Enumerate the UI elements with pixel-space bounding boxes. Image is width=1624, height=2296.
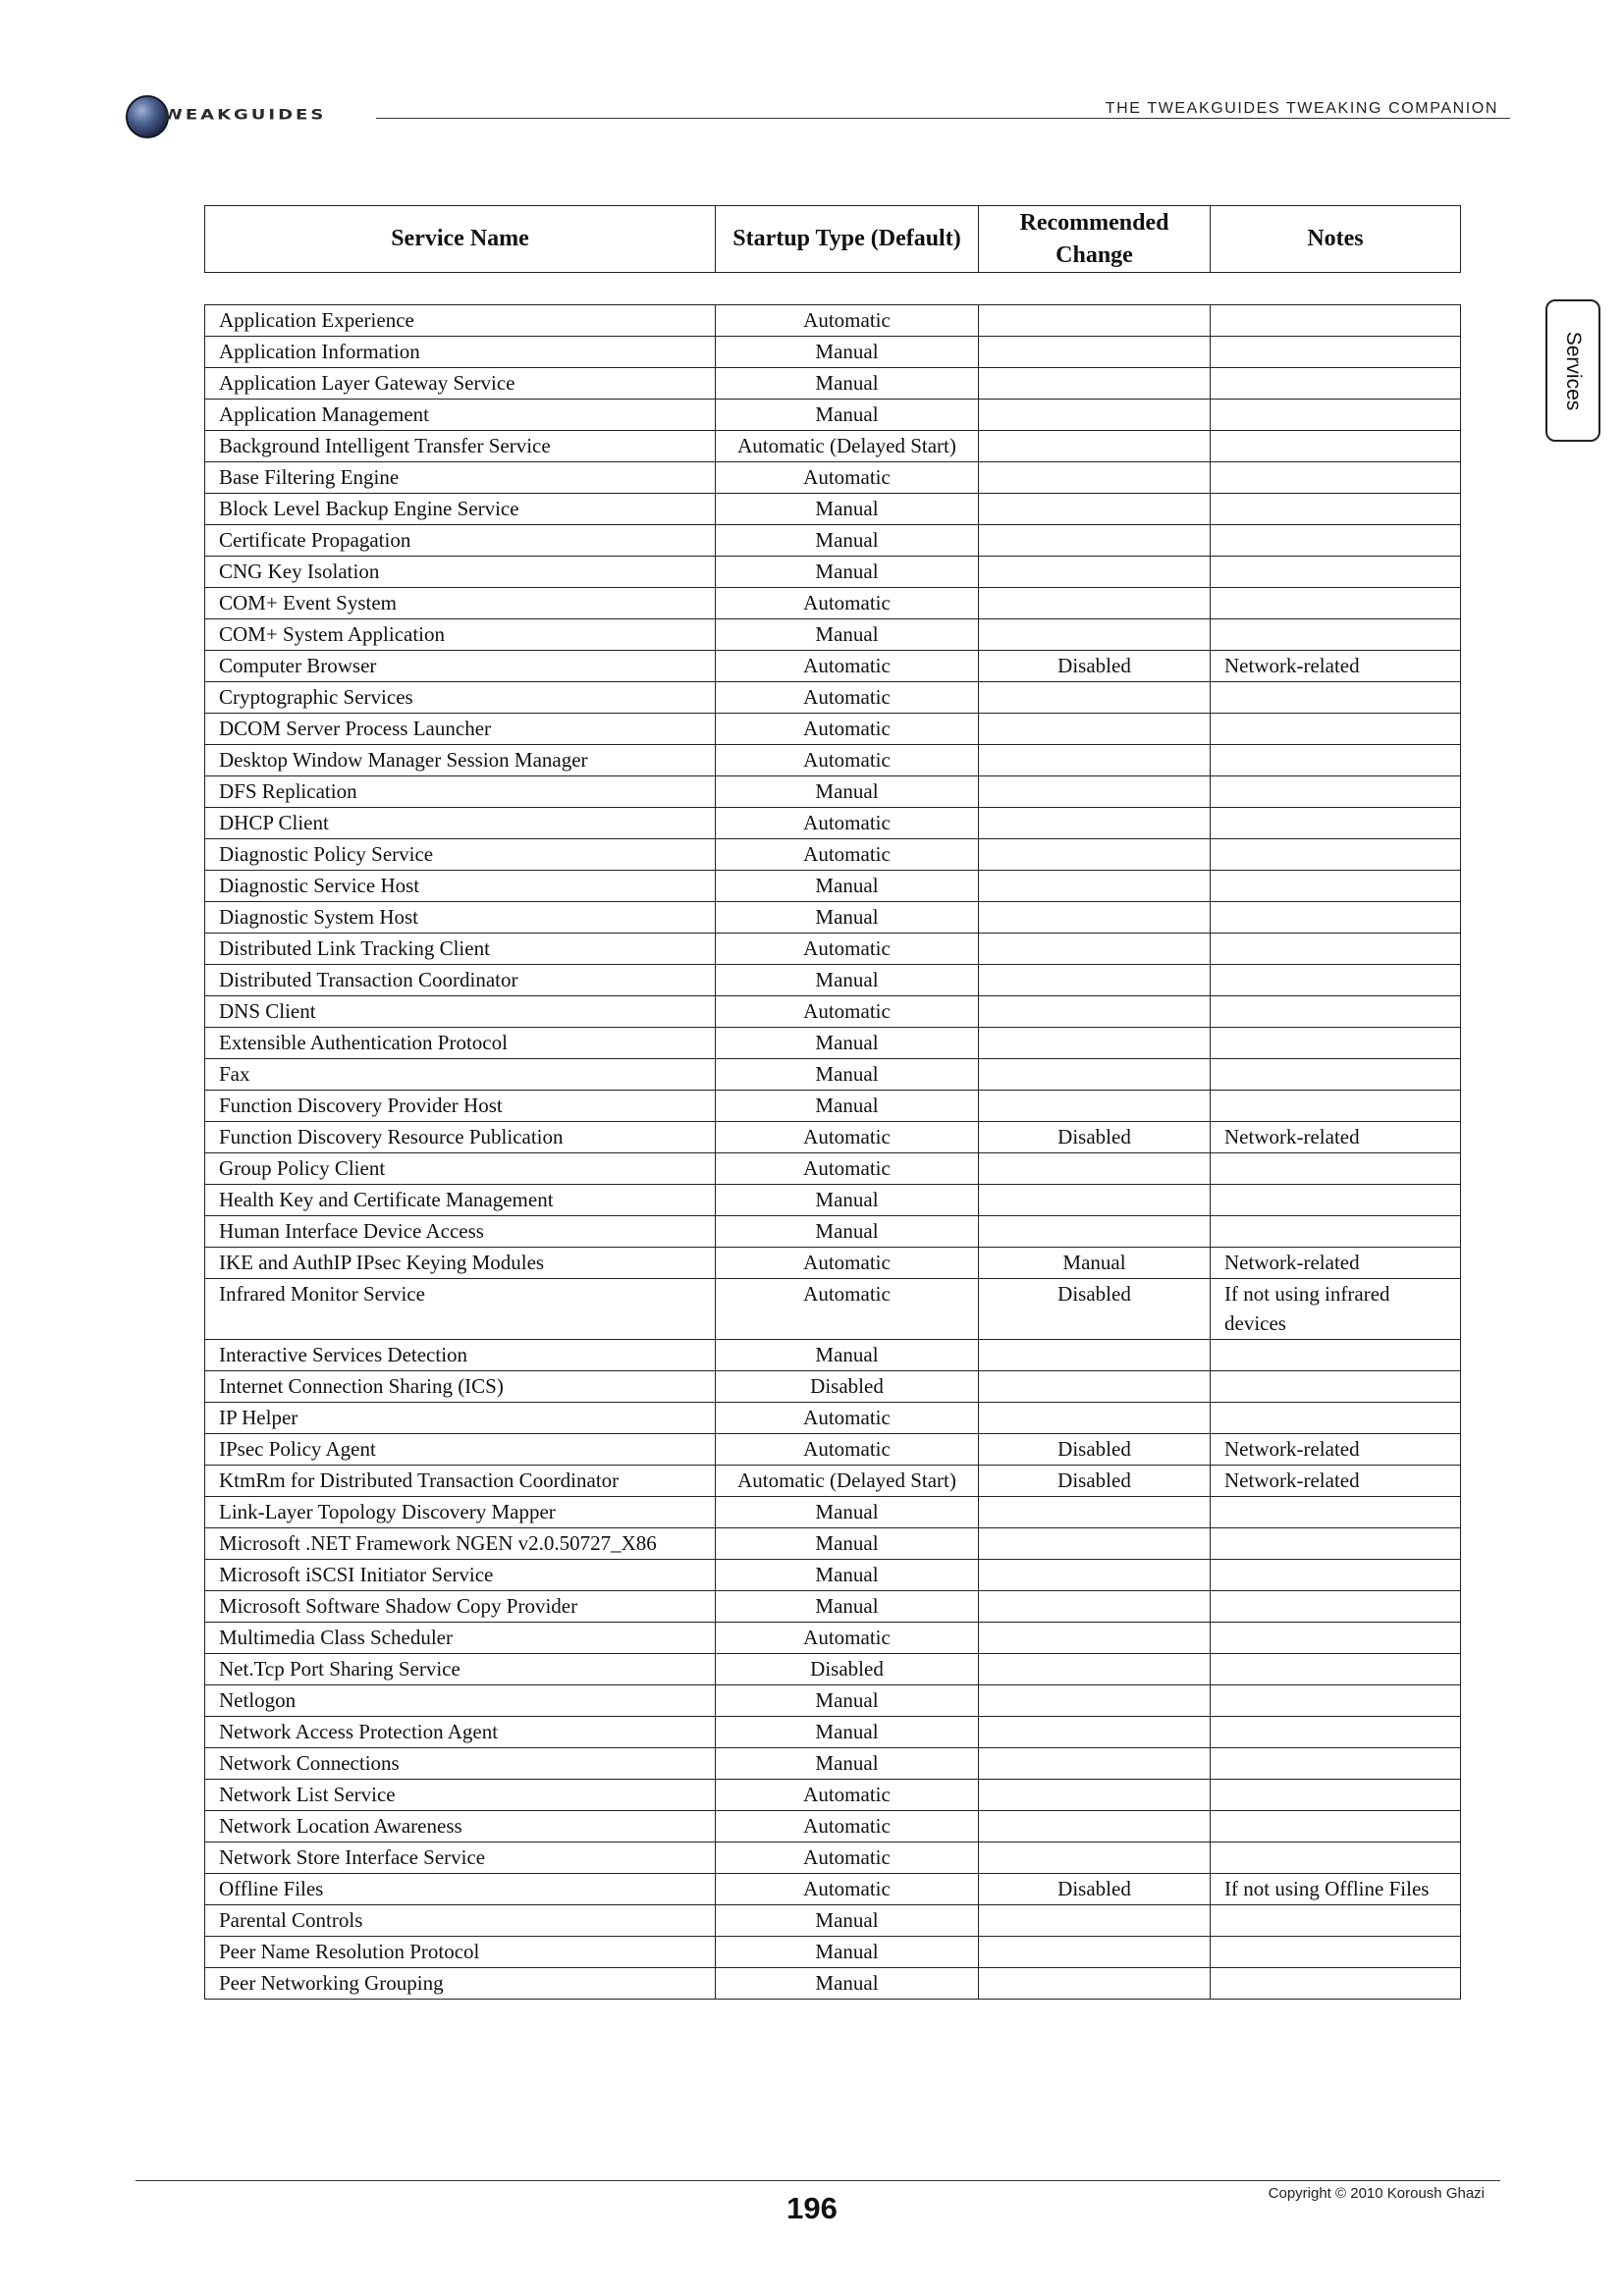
notes-cell [1211,1623,1461,1654]
notes-cell [1211,808,1461,839]
recommended-change-cell [979,525,1211,557]
startup-type-cell: Automatic [716,808,979,839]
service-name-cell: Netlogon [205,1685,716,1717]
notes-cell [1211,1528,1461,1560]
recommended-change-cell [979,1685,1211,1717]
table-row [205,1028,1461,1059]
notes-cell: If not using Offline Files [1211,1874,1461,1905]
notes-cell [1211,902,1461,934]
page-number: 196 [786,2191,838,2225]
recommended-change-cell [979,337,1211,368]
logo-text: WEAKGUIDES [163,107,327,124]
notes-cell [1211,1968,1461,2000]
table-row [205,996,1461,1028]
header-divider [376,118,1510,119]
service-name-cell: Group Policy Client [205,1153,716,1185]
startup-type-cell: Manual [716,1937,979,1968]
table-row [205,1185,1461,1216]
table-row [205,494,1461,525]
service-name-cell: Desktop Window Manager Session Manager [205,745,716,776]
startup-type-cell: Automatic [716,1279,979,1340]
startup-type-cell: Automatic [716,745,979,776]
service-name-cell: Interactive Services Detection [205,1340,716,1371]
notes-cell [1211,1905,1461,1937]
startup-type-cell: Manual [716,965,979,996]
service-name-cell: Base Filtering Engine [205,462,716,494]
notes-cell [1211,525,1461,557]
recommended-change-cell [979,1560,1211,1591]
startup-type-cell: Manual [716,1591,979,1623]
service-name-cell: COM+ Event System [205,588,716,619]
recommended-change-cell [979,1811,1211,1842]
notes-cell [1211,557,1461,588]
service-name-cell: Parental Controls [205,1905,716,1937]
table-row [205,431,1461,462]
startup-type-cell: Automatic [716,839,979,871]
table-row [205,871,1461,902]
table-row [205,1059,1461,1091]
recommended-change-cell [979,714,1211,745]
recommended-change-cell: Disabled [979,1122,1211,1153]
startup-type-cell: Manual [716,1528,979,1560]
column-header-service-name: Service Name [205,206,716,273]
service-name-cell: Diagnostic Policy Service [205,839,716,871]
notes-cell [1211,1842,1461,1874]
recommended-change-cell: Disabled [979,651,1211,682]
service-name-cell: Microsoft Software Shadow Copy Provider [205,1591,716,1623]
table-row [205,1279,1461,1340]
table-row [205,305,1461,337]
table-row [205,1403,1461,1434]
startup-type-cell: Manual [716,1497,979,1528]
table-row [205,1842,1461,1874]
table-row [205,1780,1461,1811]
startup-type-cell: Automatic [716,682,979,714]
section-tab-services [1545,299,1600,442]
column-header-startup-type: Startup Type (Default) [716,206,979,273]
startup-type-cell: Automatic [716,305,979,337]
startup-type-cell: Manual [716,1091,979,1122]
service-name-cell: Internet Connection Sharing (ICS) [205,1371,716,1403]
notes-cell: Network-related [1211,651,1461,682]
service-name-cell: Infrared Monitor Service [205,1279,716,1340]
recommended-change-cell [979,462,1211,494]
document-title: THE TWEAKGUIDES TWEAKING COMPANION [1105,100,1498,117]
recommended-change-cell: Disabled [979,1874,1211,1905]
table-row [205,1528,1461,1560]
recommended-change-cell [979,902,1211,934]
table-row [205,1968,1461,2000]
startup-type-cell: Automatic [716,1811,979,1842]
table-row [205,1623,1461,1654]
notes-cell [1211,1371,1461,1403]
recommended-change-cell [979,776,1211,808]
footer-divider [135,2180,1500,2181]
recommended-change-cell [979,1403,1211,1434]
table-row [205,651,1461,682]
notes-cell [1211,839,1461,871]
notes-cell [1211,337,1461,368]
recommended-change-cell [979,1937,1211,1968]
recommended-change-cell [979,1153,1211,1185]
table-row [205,1248,1461,1279]
table-row [205,1122,1461,1153]
startup-type-cell: Automatic (Delayed Start) [716,1466,979,1497]
service-name-cell: Diagnostic System Host [205,902,716,934]
startup-type-cell: Manual [716,1340,979,1371]
service-name-cell: Network Connections [205,1748,716,1780]
service-name-cell: IP Helper [205,1403,716,1434]
startup-type-cell: Manual [716,1059,979,1091]
service-name-cell: Extensible Authentication Protocol [205,1028,716,1059]
services-table [204,304,1461,2000]
service-name-cell: CNG Key Isolation [205,557,716,588]
startup-type-cell: Manual [716,494,979,525]
table-row [205,965,1461,996]
startup-type-cell: Manual [716,557,979,588]
startup-type-cell: Manual [716,1717,979,1748]
service-name-cell: Function Discovery Resource Publication [205,1122,716,1153]
header-row [205,206,1461,273]
column-header-notes: Notes [1211,206,1461,273]
table-row [205,1874,1461,1905]
notes-cell [1211,1591,1461,1623]
startup-type-cell: Automatic [716,1623,979,1654]
service-name-cell: DFS Replication [205,776,716,808]
startup-type-cell: Disabled [716,1371,979,1403]
recommended-change-cell [979,588,1211,619]
recommended-change-cell [979,400,1211,431]
service-name-cell: DNS Client [205,996,716,1028]
recommended-change-cell: Disabled [979,1434,1211,1466]
table-row [205,557,1461,588]
notes-cell [1211,1811,1461,1842]
table-row [205,619,1461,651]
service-name-cell: Cryptographic Services [205,682,716,714]
startup-type-cell: Manual [716,776,979,808]
notes-cell [1211,1185,1461,1216]
recommended-change-cell [979,557,1211,588]
recommended-change-cell [979,1654,1211,1685]
startup-type-cell: Automatic [716,1874,979,1905]
service-name-cell: Distributed Link Tracking Client [205,934,716,965]
service-name-cell: Certificate Propagation [205,525,716,557]
notes-cell: Network-related [1211,1434,1461,1466]
recommended-change-cell [979,965,1211,996]
table-header [204,205,1461,273]
service-name-cell: IKE and AuthIP IPsec Keying Modules [205,1248,716,1279]
startup-type-cell: Manual [716,1560,979,1591]
notes-cell [1211,1654,1461,1685]
recommended-change-cell: Manual [979,1248,1211,1279]
recommended-change-cell [979,996,1211,1028]
recommended-change-cell [979,494,1211,525]
service-name-cell: Application Management [205,400,716,431]
startup-type-cell: Automatic [716,1434,979,1466]
service-name-cell: Network List Service [205,1780,716,1811]
table-row [205,525,1461,557]
notes-cell: If not using infrared devices [1211,1279,1461,1340]
service-name-cell: Offline Files [205,1874,716,1905]
service-name-cell: Function Discovery Provider Host [205,1091,716,1122]
table-row [205,1466,1461,1497]
startup-type-cell: Automatic [716,1153,979,1185]
table-row [205,1685,1461,1717]
notes-cell [1211,1717,1461,1748]
notes-cell [1211,1340,1461,1371]
table-row [205,1153,1461,1185]
notes-cell [1211,965,1461,996]
notes-cell [1211,1497,1461,1528]
service-name-cell: Application Information [205,337,716,368]
notes-cell [1211,1780,1461,1811]
notes-cell [1211,305,1461,337]
notes-cell [1211,1403,1461,1434]
table-row [205,714,1461,745]
recommended-change-cell [979,1091,1211,1122]
table-row [205,1340,1461,1371]
startup-type-cell: Manual [716,1685,979,1717]
recommended-change-cell [979,1780,1211,1811]
section-tab-label: Services [1562,331,1585,410]
table-row [205,1717,1461,1748]
service-name-cell: Microsoft .NET Framework NGEN v2.0.50727_X86 [205,1528,716,1560]
recommended-change-cell [979,1216,1211,1248]
recommended-change-cell [979,1028,1211,1059]
table-row [205,745,1461,776]
notes-cell: Network-related [1211,1122,1461,1153]
startup-type-cell: Manual [716,1185,979,1216]
table-row [205,1434,1461,1466]
startup-type-cell: Automatic [716,934,979,965]
table-row [205,934,1461,965]
startup-type-cell: Manual [716,871,979,902]
table-row [205,1371,1461,1403]
notes-cell [1211,494,1461,525]
table-row [205,1905,1461,1937]
notes-cell [1211,462,1461,494]
service-name-cell: KtmRm for Distributed Transaction Coordinator [205,1466,716,1497]
startup-type-cell: Manual [716,1748,979,1780]
notes-cell [1211,431,1461,462]
startup-type-cell: Manual [716,1216,979,1248]
service-name-cell: Application Layer Gateway Service [205,368,716,400]
notes-cell [1211,714,1461,745]
service-name-cell: DCOM Server Process Launcher [205,714,716,745]
table-row [205,400,1461,431]
startup-type-cell: Manual [716,337,979,368]
notes-cell [1211,1685,1461,1717]
recommended-change-cell [979,1748,1211,1780]
table-row [205,902,1461,934]
recommended-change-cell [979,1059,1211,1091]
notes-cell [1211,588,1461,619]
service-name-cell: Block Level Backup Engine Service [205,494,716,525]
service-name-cell: IPsec Policy Agent [205,1434,716,1466]
table-row [205,1497,1461,1528]
notes-cell [1211,871,1461,902]
table-row [205,1654,1461,1685]
table-row [205,337,1461,368]
recommended-change-cell [979,682,1211,714]
service-name-cell: Network Location Awareness [205,1811,716,1842]
recommended-change-cell [979,431,1211,462]
service-name-cell: Diagnostic Service Host [205,871,716,902]
recommended-change-cell [979,1842,1211,1874]
service-name-cell: Peer Networking Grouping [205,1968,716,2000]
service-name-cell: COM+ System Application [205,619,716,651]
recommended-change-cell [979,808,1211,839]
notes-cell [1211,1153,1461,1185]
table-row [205,808,1461,839]
notes-cell [1211,745,1461,776]
startup-type-cell: Automatic [716,1780,979,1811]
startup-type-cell: Manual [716,1968,979,2000]
recommended-change-cell [979,839,1211,871]
recommended-change-cell [979,1968,1211,2000]
recommended-change-cell [979,1623,1211,1654]
startup-type-cell: Automatic [716,1122,979,1153]
startup-type-cell: Manual [716,619,979,651]
recommended-change-cell [979,1717,1211,1748]
table-row [205,1748,1461,1780]
table-row [205,1937,1461,1968]
service-name-cell: Human Interface Device Access [205,1216,716,1248]
startup-type-cell: Manual [716,902,979,934]
startup-type-cell: Automatic [716,588,979,619]
startup-type-cell: Automatic [716,714,979,745]
startup-type-cell: Disabled [716,1654,979,1685]
startup-type-cell: Automatic (Delayed Start) [716,431,979,462]
service-name-cell: Microsoft iSCSI Initiator Service [205,1560,716,1591]
startup-type-cell: Manual [716,400,979,431]
notes-cell [1211,996,1461,1028]
recommended-change-cell [979,745,1211,776]
service-name-cell: Net.Tcp Port Sharing Service [205,1654,716,1685]
table-row [205,368,1461,400]
service-name-cell: Fax [205,1059,716,1091]
notes-cell [1211,934,1461,965]
service-name-cell: Network Access Protection Agent [205,1717,716,1748]
startup-type-cell: Automatic [716,996,979,1028]
startup-type-cell: Manual [716,1905,979,1937]
table-row [205,462,1461,494]
table-row [205,682,1461,714]
service-name-cell: Background Intelligent Transfer Service [205,431,716,462]
table-row [205,1216,1461,1248]
table-row [205,1591,1461,1623]
startup-type-cell: Automatic [716,1842,979,1874]
service-name-cell: Peer Name Resolution Protocol [205,1937,716,1968]
notes-cell [1211,1028,1461,1059]
startup-type-cell: Automatic [716,651,979,682]
table-row [205,1091,1461,1122]
notes-cell [1211,1937,1461,1968]
startup-type-cell: Manual [716,1028,979,1059]
service-name-cell: Network Store Interface Service [205,1842,716,1874]
copyright-notice: Copyright © 2010 Koroush Ghazi [1268,2185,1485,2202]
notes-cell [1211,1091,1461,1122]
recommended-change-cell [979,871,1211,902]
recommended-change-cell [979,934,1211,965]
service-name-cell: Link-Layer Topology Discovery Mapper [205,1497,716,1528]
notes-cell [1211,1748,1461,1780]
recommended-change-cell [979,1905,1211,1937]
startup-type-cell: Manual [716,368,979,400]
notes-cell [1211,1216,1461,1248]
startup-type-cell: Automatic [716,462,979,494]
notes-cell [1211,682,1461,714]
recommended-change-cell [979,1371,1211,1403]
notes-cell: Network-related [1211,1466,1461,1497]
service-name-cell: DHCP Client [205,808,716,839]
recommended-change-cell [979,1185,1211,1216]
recommended-change-cell [979,1340,1211,1371]
recommended-change-cell [979,305,1211,337]
notes-cell [1211,619,1461,651]
recommended-change-cell [979,1497,1211,1528]
service-name-cell: Application Experience [205,305,716,337]
table-row [205,1560,1461,1591]
service-name-cell: Health Key and Certificate Management [205,1185,716,1216]
table-row [205,839,1461,871]
table-row [205,776,1461,808]
recommended-change-cell [979,368,1211,400]
recommended-change-cell [979,1528,1211,1560]
column-header-recommended-change: Recommended Change [979,206,1211,273]
notes-cell [1211,776,1461,808]
startup-type-cell: Automatic [716,1403,979,1434]
service-name-cell: Distributed Transaction Coordinator [205,965,716,996]
notes-cell [1211,1059,1461,1091]
tweakguides-logo [126,95,369,142]
table-row [205,1811,1461,1842]
notes-cell: Network-related [1211,1248,1461,1279]
recommended-change-cell: Disabled [979,1279,1211,1340]
recommended-change-cell [979,619,1211,651]
startup-type-cell: Automatic [716,1248,979,1279]
service-name-cell: Multimedia Class Scheduler [205,1623,716,1654]
recommended-change-cell [979,1591,1211,1623]
table-row [205,588,1461,619]
notes-cell [1211,400,1461,431]
service-name-cell: Computer Browser [205,651,716,682]
notes-cell [1211,1560,1461,1591]
notes-cell [1211,368,1461,400]
recommended-change-cell: Disabled [979,1466,1211,1497]
startup-type-cell: Manual [716,525,979,557]
